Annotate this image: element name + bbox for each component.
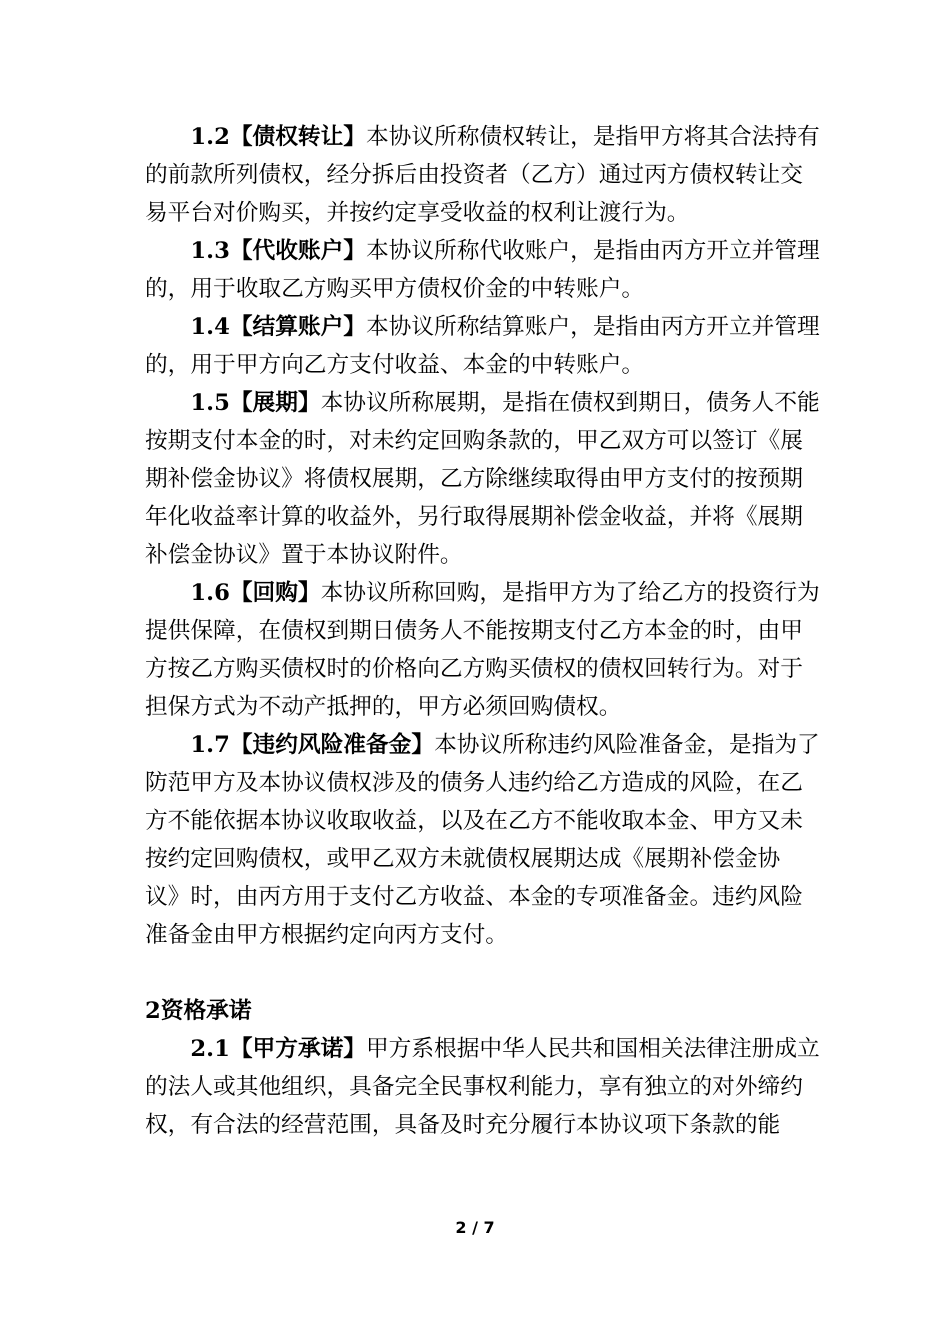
clause-label: 1.5【展期】	[190, 390, 321, 416]
clause-line: 的，用于收取乙方购买甲方债权价金的中转账户。	[145, 276, 645, 302]
clause-line: 议》时，由丙方用于支付乙方收益、本金的专项准备金。违约风险	[145, 884, 803, 910]
clause-label: 2.1【甲方承诺】	[190, 1036, 366, 1062]
clause-label: 1.7【违约风险准备金】	[190, 732, 435, 758]
clause-line: 期补偿金协议》将债权展期，乙方除继续取得由甲方支付的按预期	[145, 466, 803, 492]
document-body	[145, 118, 820, 1144]
clause-text: 本协议所称回购，是指甲方为了给乙方的投资行为	[320, 580, 820, 606]
clause-line: 的，用于甲方向乙方支付收益、本金的中转账户。	[145, 352, 645, 378]
clause-line: 方按乙方购买债权时的价格向乙方购买债权的债权回转行为。对于	[145, 656, 803, 682]
clause-1-2	[145, 118, 820, 232]
clause-line: 按期支付本金的时，对未约定回购条款的，甲乙双方可以签订《展	[145, 428, 803, 454]
clause-line	[145, 118, 820, 156]
clause-2-1	[145, 1030, 820, 1144]
clause-1-7	[145, 726, 820, 954]
clause-line: 年化收益率计算的收益外，另行取得展期补偿金收益，并将《展期	[145, 504, 803, 530]
clause-line	[145, 308, 820, 346]
clause-line: 补偿金协议》置于本协议附件。	[145, 542, 463, 568]
clause-label: 1.6【回购】	[190, 580, 321, 606]
clause-line: 权，有合法的经营范围，具备及时充分履行本协议项下条款的能	[145, 1112, 781, 1138]
clause-line: 担保方式为不动产抵押的，甲方必须回购债权。	[145, 694, 622, 720]
clause-text: 本协议所称代收账户，是指由丙方开立并管理	[366, 238, 820, 264]
clause-line	[145, 726, 820, 764]
clause-line: 的法人或其他组织，具备完全民事权利能力，享有独立的对外缔约	[145, 1074, 803, 1100]
clause-text: 甲方系根据中华人民共和国相关法律注册成立	[366, 1036, 820, 1062]
clause-label: 1.4【结算账户】	[190, 314, 366, 340]
clause-label: 1.3【代收账户】	[190, 238, 366, 264]
clause-text: 本协议所称违约风险准备金，是指为了	[434, 732, 820, 758]
clause-line	[145, 574, 820, 612]
clause-text: 本协议所称债权转让，是指甲方将其合法持有	[366, 124, 820, 150]
clause-line: 提供保障，在债权到期日债务人不能按期支付乙方本金的时，由甲	[145, 618, 803, 644]
clause-line	[145, 384, 820, 422]
clause-line: 防范甲方及本协议债权涉及的债务人违约给乙方造成的风险，在乙	[145, 770, 803, 796]
clause-line: 的前款所列债权，经分拆后由投资者（乙方）通过丙方债权转让交	[145, 162, 803, 188]
clause-1-4	[145, 308, 820, 384]
clause-1-6	[145, 574, 820, 726]
clause-1-5	[145, 384, 820, 574]
page-number: 2 / 7	[455, 1218, 495, 1237]
clause-line: 按约定回购债权，或甲乙双方未就债权展期达成《展期补偿金协	[145, 846, 781, 872]
clause-line: 易平台对价购买，并按约定享受收益的权利让渡行为。	[145, 200, 690, 226]
clause-1-3	[145, 232, 820, 308]
clause-text: 本协议所称结算账户，是指由丙方开立并管理	[366, 314, 820, 340]
section-heading: 2资格承诺	[145, 998, 252, 1024]
clause-line: 准备金由甲方根据约定向丙方支付。	[145, 922, 508, 948]
clause-label: 1.2【债权转让】	[190, 124, 366, 150]
clause-line	[145, 232, 820, 270]
clause-text: 本协议所称展期，是指在债权到期日，债务人不能	[320, 390, 820, 416]
clause-line: 方不能依据本协议收取收益，以及在乙方不能收取本金、甲方又未	[145, 808, 803, 834]
clause-line	[145, 1030, 820, 1068]
